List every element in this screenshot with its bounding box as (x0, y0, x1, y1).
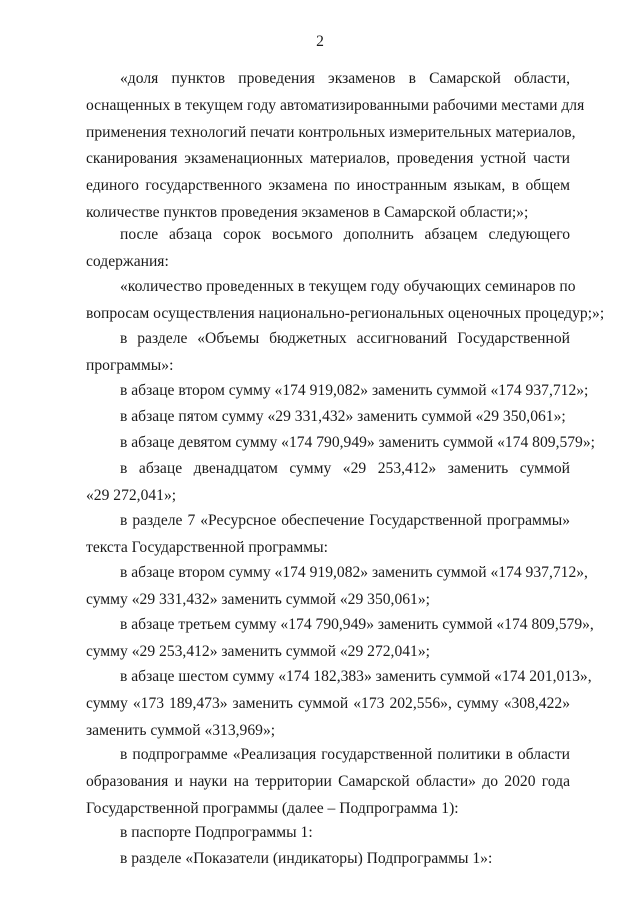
paragraph (86, 664, 592, 744)
text-line: сумму «173 189,473» заменить суммой «173 202,556», сумму «308,422» (86, 694, 570, 712)
text-line: после абзаца сорок восьмого дополнить абзацем следующего (120, 226, 570, 243)
text-line: в абзаце шестом сумму «174 182,383» заменить суммой «174 201,013», (120, 668, 592, 685)
text-line: в абзаце втором сумму «174 919,082» заменить суммой «174 937,712»; (120, 382, 589, 399)
text-line: в абзаце пятом сумму «29 331,432» заменить суммой «29 350,061»; (120, 408, 566, 425)
paragraph (86, 820, 570, 847)
text-line: вопросам осуществления национально-региональных оценочных процедур;»; (86, 304, 605, 322)
paragraph (86, 274, 605, 328)
paragraph (86, 560, 588, 614)
paragraph (86, 378, 589, 405)
text-line: образования и науки на территории Самарской области» до 2020 года (86, 772, 570, 790)
text-line: в разделе «Объемы бюджетных ассигнований Государственной (120, 330, 570, 347)
text-line: оснащенных в текущем году автоматизированными рабочими местами для (86, 96, 585, 114)
paragraph (86, 846, 570, 873)
text-line: применения технологий печати контрольных измерительных материалов, (86, 123, 576, 141)
text-line: в абзаце втором сумму «174 919,082» заменить суммой «174 937,712», (120, 564, 588, 581)
text-line: сумму «29 253,412» заменить суммой «29 272,041»; (86, 642, 430, 660)
text-line: «количество проведенных в текущем году обучающих семинаров по (120, 278, 576, 295)
text-line: Государственной программы (далее – Подпрограмма 1): (86, 799, 459, 817)
paragraph (86, 404, 570, 431)
text-line: заменить суммой «313,969»; (86, 721, 276, 739)
text-line: в разделе «Показатели (индикаторы) Подпрограммы 1»: (120, 850, 493, 867)
text-line: в разделе 7 «Ресурсное обеспечение Государственной программы» (120, 512, 570, 529)
text-line: количестве пунктов проведения экзаменов в Самарской области;»; (86, 203, 529, 221)
page-number: 2 (316, 33, 324, 50)
text-line: программы»: (86, 356, 174, 374)
paragraph (86, 742, 570, 822)
text-line: в паспорте Подпрограммы 1: (120, 824, 313, 841)
text-line: содержания: (86, 252, 169, 270)
paragraph (86, 456, 570, 510)
paragraph (86, 508, 570, 562)
text-line: единого государственного экзамена по иностранным языкам, в общем (86, 177, 570, 195)
paragraph (86, 222, 570, 276)
text-line: сканирования экзаменационных материалов, проведения устной части (86, 150, 570, 168)
text-line: в абзаце третьем сумму «174 790,949» заменить суммой «174 809,579», (120, 616, 594, 633)
paragraph (86, 66, 585, 227)
paragraph (86, 326, 570, 380)
paragraph (86, 430, 595, 457)
text-line: в подпрограмме «Реализация государственной политики в области (120, 746, 570, 763)
text-line: в абзаце девятом сумму «174 790,949» заменить суммой «174 809,579»; (120, 434, 595, 451)
text-line: «доля пунктов проведения экзаменов в Самарской области, (120, 70, 570, 87)
text-line: в абзаце двенадцатом сумму «29 253,412» заменить суммой (120, 460, 570, 477)
paragraph (86, 612, 594, 666)
text-line: текста Государственной программы: (86, 538, 328, 556)
text-line: сумму «29 331,432» заменить суммой «29 350,061»; (86, 590, 430, 608)
text-line: «29 272,041»; (86, 486, 177, 504)
